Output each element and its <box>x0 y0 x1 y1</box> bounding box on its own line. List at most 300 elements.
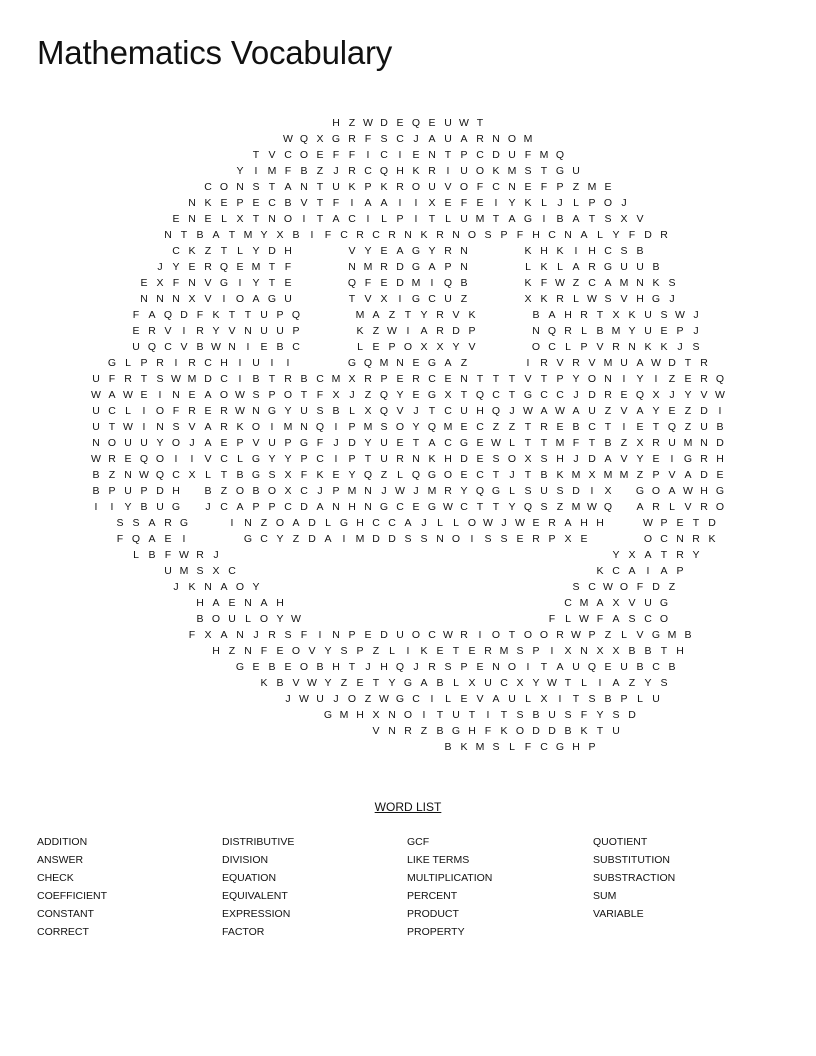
grid-letter: U <box>620 356 628 369</box>
grid-letter: W <box>547 676 557 689</box>
grid-letter: G <box>427 468 437 481</box>
grid-letter: U <box>644 324 652 337</box>
grid-letter: J <box>509 468 515 481</box>
grid-letter: R <box>700 372 708 385</box>
grid-letter: W <box>579 612 589 625</box>
grid-letter: R <box>196 548 204 561</box>
grid-letter: N <box>164 228 172 241</box>
grid-letter: R <box>700 356 708 369</box>
grid-letter: X <box>540 692 548 705</box>
grid-letter: X <box>596 644 604 657</box>
grid-letter: O <box>299 660 309 673</box>
grid-letter: O <box>507 660 517 673</box>
grid-letter: S <box>524 164 532 177</box>
grid-letter: H <box>332 116 340 129</box>
grid-letter: Y <box>268 452 276 465</box>
grid-letter: R <box>348 132 356 145</box>
grid-letter: V <box>204 452 212 465</box>
grid-letter: G <box>411 292 421 305</box>
grid-letter: Y <box>572 372 580 385</box>
grid-letter: O <box>235 292 245 305</box>
grid-letter: Z <box>492 420 500 433</box>
grid-letter: Y <box>460 484 468 497</box>
grid-letter: N <box>92 436 100 449</box>
grid-letter: U <box>444 132 452 145</box>
grid-letter: F <box>196 308 204 321</box>
grid-letter: E <box>260 340 268 353</box>
grid-letter: B <box>196 612 204 625</box>
grid-letter: E <box>204 404 212 417</box>
grid-letter: E <box>396 436 404 449</box>
grid-letter: Y <box>252 276 260 289</box>
grid-letter: T <box>476 372 484 385</box>
grid-letter: M <box>443 420 453 433</box>
grid-letter: X <box>636 436 644 449</box>
grid-letter: L <box>573 196 579 209</box>
grid-letter: V <box>684 500 692 513</box>
grid-letter: Q <box>163 308 173 321</box>
grid-letter: S <box>612 708 620 721</box>
grid-letter: G <box>411 244 421 257</box>
grid-letter: Q <box>299 132 309 145</box>
grid-letter: L <box>573 292 579 305</box>
grid-letter: A <box>668 484 676 497</box>
grid-letter: C <box>548 228 556 241</box>
grid-letter: B <box>572 420 580 433</box>
grid-letter: E <box>636 420 644 433</box>
grid-letter: B <box>444 740 452 753</box>
grid-letter: B <box>284 196 292 209</box>
grid-letter: O <box>491 628 501 641</box>
grid-letter: Q <box>147 340 157 353</box>
grid-letter: U <box>268 436 276 449</box>
grid-letter: R <box>676 548 684 561</box>
grid-letter: A <box>204 420 212 433</box>
grid-letter: K <box>204 196 212 209</box>
grid-letter: R <box>652 436 660 449</box>
grid-letter: G <box>323 708 333 721</box>
grid-letter: L <box>581 676 587 689</box>
grid-letter: R <box>164 516 172 529</box>
grid-letter: S <box>156 372 164 385</box>
grid-letter: A <box>428 260 436 273</box>
grid-letter: B <box>716 420 724 433</box>
grid-letter: T <box>508 628 516 641</box>
grid-letter: V <box>180 340 188 353</box>
grid-letter: S <box>268 468 276 481</box>
grid-letter: F <box>596 612 604 625</box>
grid-letter: I <box>430 692 434 705</box>
grid-letter: T <box>316 212 324 225</box>
grid-letter: A <box>212 228 220 241</box>
grid-letter: Y <box>252 244 260 257</box>
grid-letter: N <box>460 372 468 385</box>
grid-letter: W <box>459 116 469 129</box>
grid-letter: J <box>189 436 195 449</box>
grid-letter: N <box>460 244 468 257</box>
grid-letter: Q <box>603 500 613 513</box>
grid-letter: W <box>483 516 493 529</box>
grid-letter: U <box>92 372 100 385</box>
grid-letter: W <box>291 612 301 625</box>
grid-letter: V <box>620 404 628 417</box>
grid-letter: L <box>509 484 515 497</box>
grid-letter: X <box>524 452 532 465</box>
grid-letter: X <box>156 276 164 289</box>
grid-letter: H <box>356 516 364 529</box>
grid-letter: R <box>284 372 292 385</box>
grid-letter: E <box>364 628 372 641</box>
grid-letter: I <box>286 356 290 369</box>
grid-letter: B <box>236 468 244 481</box>
grid-letter: D <box>708 516 716 529</box>
grid-letter: O <box>275 516 285 529</box>
grid-letter: G <box>267 292 277 305</box>
grid-letter: U <box>252 356 260 369</box>
grid-letter: O <box>299 148 309 161</box>
grid-letter: K <box>188 580 196 593</box>
grid-letter: D <box>668 356 676 369</box>
grid-letter: E <box>380 244 388 257</box>
grid-letter: L <box>389 644 395 657</box>
grid-letter: J <box>557 196 563 209</box>
grid-letter: P <box>468 324 476 337</box>
grid-letter: U <box>284 292 292 305</box>
grid-letter: F <box>332 148 340 161</box>
grid-letter: X <box>516 676 524 689</box>
grid-letter: X <box>588 468 596 481</box>
grid-letter: C <box>428 372 436 385</box>
grid-letter: Y <box>252 580 260 593</box>
grid-letter: H <box>284 244 292 257</box>
grid-letter: Z <box>620 436 628 449</box>
grid-letter: M <box>611 324 621 337</box>
grid-letter: I <box>182 324 186 337</box>
grid-letter: V <box>364 292 372 305</box>
grid-letter: F <box>300 468 308 481</box>
grid-letter: E <box>140 276 148 289</box>
grid-letter: U <box>156 500 164 513</box>
grid-letter: O <box>219 180 229 193</box>
grid-letter: C <box>492 180 500 193</box>
grid-letter: X <box>652 388 660 401</box>
grid-letter: R <box>692 532 700 545</box>
grid-letter: V <box>204 292 212 305</box>
grid-letter: L <box>557 260 563 273</box>
grid-letter: F <box>580 708 588 721</box>
grid-letter: R <box>588 260 596 273</box>
grid-letter: R <box>156 356 164 369</box>
grid-letter: M <box>379 356 389 369</box>
grid-letter: A <box>364 196 372 209</box>
grid-letter: N <box>172 388 180 401</box>
grid-letter: L <box>637 692 643 705</box>
grid-letter: G <box>659 596 669 609</box>
grid-letter: F <box>476 180 484 193</box>
grid-letter: K <box>380 180 388 193</box>
grid-letter: W <box>307 676 317 689</box>
grid-letter: N <box>580 644 588 657</box>
grid-letter: N <box>436 532 444 545</box>
grid-letter: C <box>268 196 276 209</box>
grid-letter: M <box>243 228 253 241</box>
grid-letter: H <box>276 596 284 609</box>
grid-letter: I <box>254 164 258 177</box>
grid-letter: T <box>596 724 604 737</box>
grid-letter: G <box>635 484 645 497</box>
grid-letter: P <box>284 436 292 449</box>
grid-letter: N <box>676 532 684 545</box>
grid-letter: F <box>524 740 532 753</box>
grid-letter: A <box>572 260 580 273</box>
grid-letter: R <box>204 260 212 273</box>
grid-letter: E <box>380 276 388 289</box>
grid-letter: V <box>204 276 212 289</box>
grid-letter: C <box>108 404 116 417</box>
grid-letter: E <box>396 372 404 385</box>
grid-letter: G <box>107 356 117 369</box>
grid-letter: T <box>524 420 532 433</box>
grid-letter: M <box>683 436 693 449</box>
grid-letter: J <box>333 692 339 705</box>
grid-letter: W <box>587 500 597 513</box>
grid-letter: W <box>523 404 533 417</box>
grid-letter: A <box>220 628 228 641</box>
grid-letter: T <box>492 372 500 385</box>
grid-letter: Q <box>363 356 373 369</box>
grid-letter: D <box>716 436 724 449</box>
grid-letter: Z <box>604 404 612 417</box>
grid-letter: J <box>317 484 323 497</box>
grid-letter: A <box>604 276 612 289</box>
grid-letter: L <box>221 212 227 225</box>
grid-letter: Z <box>340 676 348 689</box>
word-list-column-1 <box>37 836 107 944</box>
grid-letter: E <box>460 692 468 705</box>
grid-letter: E <box>220 436 228 449</box>
grid-letter: X <box>436 340 444 353</box>
grid-letter: X <box>372 708 380 721</box>
grid-letter: I <box>398 148 402 161</box>
grid-letter: L <box>669 500 675 513</box>
grid-letter: U <box>124 436 132 449</box>
grid-letter: D <box>452 324 460 337</box>
grid-letter: Q <box>523 500 533 513</box>
grid-letter: A <box>292 516 300 529</box>
grid-letter: O <box>603 196 613 209</box>
grid-letter: L <box>621 628 627 641</box>
grid-letter: N <box>364 484 372 497</box>
grid-letter: Y <box>156 436 164 449</box>
grid-letter: C <box>388 516 396 529</box>
grid-letter: J <box>573 452 579 465</box>
grid-letter: I <box>190 452 194 465</box>
grid-letter: N <box>188 212 196 225</box>
grid-letter: N <box>156 292 164 305</box>
grid-letter: O <box>283 388 293 401</box>
grid-letter: W <box>643 516 653 529</box>
grid-letter: I <box>406 324 410 337</box>
grid-letter: Y <box>532 676 540 689</box>
grid-letter: R <box>148 324 156 337</box>
grid-letter: X <box>564 532 572 545</box>
grid-letter: L <box>397 468 403 481</box>
grid-letter: D <box>396 276 404 289</box>
grid-letter: F <box>284 164 292 177</box>
grid-letter: E <box>476 436 484 449</box>
word-list-item: SUBSTITUTION <box>593 854 671 866</box>
grid-letter: G <box>403 676 413 689</box>
grid-letter: J <box>253 628 259 641</box>
grid-letter: N <box>140 292 148 305</box>
grid-letter: R <box>388 228 396 241</box>
grid-letter: F <box>316 388 324 401</box>
grid-letter: S <box>516 644 524 657</box>
grid-letter: P <box>588 196 596 209</box>
grid-letter: U <box>644 596 652 609</box>
grid-letter: S <box>668 276 676 289</box>
grid-letter: Z <box>556 500 564 513</box>
grid-letter: E <box>412 500 420 513</box>
grid-letter: T <box>244 308 252 321</box>
word-list-item: LIKE TERMS <box>407 854 470 866</box>
grid-letter: M <box>363 260 373 273</box>
grid-letter: S <box>540 452 548 465</box>
grid-letter: B <box>668 660 676 673</box>
grid-letter: I <box>302 212 306 225</box>
grid-letter: C <box>644 612 652 625</box>
grid-letter: C <box>540 388 548 401</box>
grid-letter: N <box>204 580 212 593</box>
grid-letter: P <box>140 484 148 497</box>
grid-letter: X <box>188 468 196 481</box>
grid-letter: X <box>428 196 436 209</box>
grid-letter: T <box>252 212 260 225</box>
grid-letter: F <box>188 628 196 641</box>
word-list-item: PRODUCT <box>407 908 459 920</box>
grid-letter: G <box>651 292 661 305</box>
grid-letter: E <box>716 468 724 481</box>
grid-letter: T <box>540 372 548 385</box>
grid-letter: I <box>310 228 314 241</box>
grid-letter: O <box>171 436 181 449</box>
grid-letter: N <box>332 500 340 513</box>
grid-letter: B <box>460 276 468 289</box>
word-list-item: GCF <box>407 836 430 848</box>
grid-letter: A <box>628 564 636 577</box>
grid-letter: N <box>492 132 500 145</box>
grid-letter: T <box>316 196 324 209</box>
grid-letter: H <box>444 452 452 465</box>
grid-letter: Q <box>411 468 421 481</box>
grid-letter: R <box>564 324 572 337</box>
grid-letter: Y <box>452 340 460 353</box>
grid-letter: V <box>188 420 196 433</box>
grid-letter: D <box>268 244 276 257</box>
grid-letter: U <box>548 708 556 721</box>
grid-letter: B <box>636 660 644 673</box>
grid-letter: O <box>451 532 461 545</box>
grid-letter: F <box>540 180 548 193</box>
grid-letter: B <box>532 308 540 321</box>
grid-letter: M <box>187 372 197 385</box>
grid-letter: Q <box>443 276 453 289</box>
grid-letter: C <box>372 516 380 529</box>
grid-letter: I <box>238 372 242 385</box>
grid-letter: U <box>620 260 628 273</box>
grid-letter: S <box>572 580 580 593</box>
grid-letter: V <box>476 692 484 705</box>
grid-letter: L <box>325 516 331 529</box>
grid-letter: M <box>603 356 613 369</box>
grid-letter: Q <box>475 388 485 401</box>
grid-letter: A <box>260 596 268 609</box>
grid-letter: M <box>427 484 437 497</box>
grid-letter: C <box>564 596 572 609</box>
grid-letter: W <box>587 292 597 305</box>
grid-letter: B <box>252 372 260 385</box>
grid-letter: T <box>348 292 356 305</box>
grid-letter: V <box>268 148 276 161</box>
grid-letter: C <box>340 228 348 241</box>
grid-letter: J <box>693 324 699 337</box>
grid-letter: E <box>412 356 420 369</box>
grid-letter: T <box>524 436 532 449</box>
grid-letter: E <box>252 196 260 209</box>
grid-letter: G <box>411 260 421 273</box>
grid-letter: N <box>388 724 396 737</box>
grid-letter: Z <box>108 468 116 481</box>
grid-letter: W <box>171 372 181 385</box>
grid-letter: A <box>684 468 692 481</box>
grid-letter: J <box>381 484 387 497</box>
grid-letter: O <box>531 340 541 353</box>
word-list-item: ADDITION <box>37 836 88 848</box>
grid-letter: W <box>675 308 685 321</box>
grid-letter: T <box>596 308 604 321</box>
grid-letter: E <box>524 180 532 193</box>
grid-letter: X <box>612 644 620 657</box>
grid-letter: Y <box>364 436 372 449</box>
grid-letter: N <box>532 324 540 337</box>
grid-letter: O <box>539 628 549 641</box>
grid-letter: B <box>628 644 636 657</box>
grid-letter: U <box>132 340 140 353</box>
grid-letter: A <box>284 180 292 193</box>
grid-letter: B <box>596 324 604 337</box>
grid-letter: B <box>604 436 612 449</box>
grid-letter: I <box>590 484 594 497</box>
grid-letter: G <box>267 404 277 417</box>
grid-letter: A <box>572 212 580 225</box>
grid-letter: L <box>437 516 443 529</box>
grid-letter: C <box>588 420 596 433</box>
grid-letter: Y <box>412 420 420 433</box>
grid-letter: C <box>300 484 308 497</box>
grid-letter: X <box>284 484 292 497</box>
grid-letter: I <box>334 420 338 433</box>
grid-letter: P <box>620 692 628 705</box>
grid-letter: X <box>348 372 356 385</box>
grid-letter: Y <box>396 388 404 401</box>
grid-letter: P <box>348 420 356 433</box>
grid-letter: R <box>700 500 708 513</box>
grid-letter: P <box>292 324 300 337</box>
grid-letter: I <box>142 404 146 417</box>
grid-letter: T <box>228 228 236 241</box>
grid-letter: R <box>412 372 420 385</box>
grid-letter: K <box>356 324 364 337</box>
